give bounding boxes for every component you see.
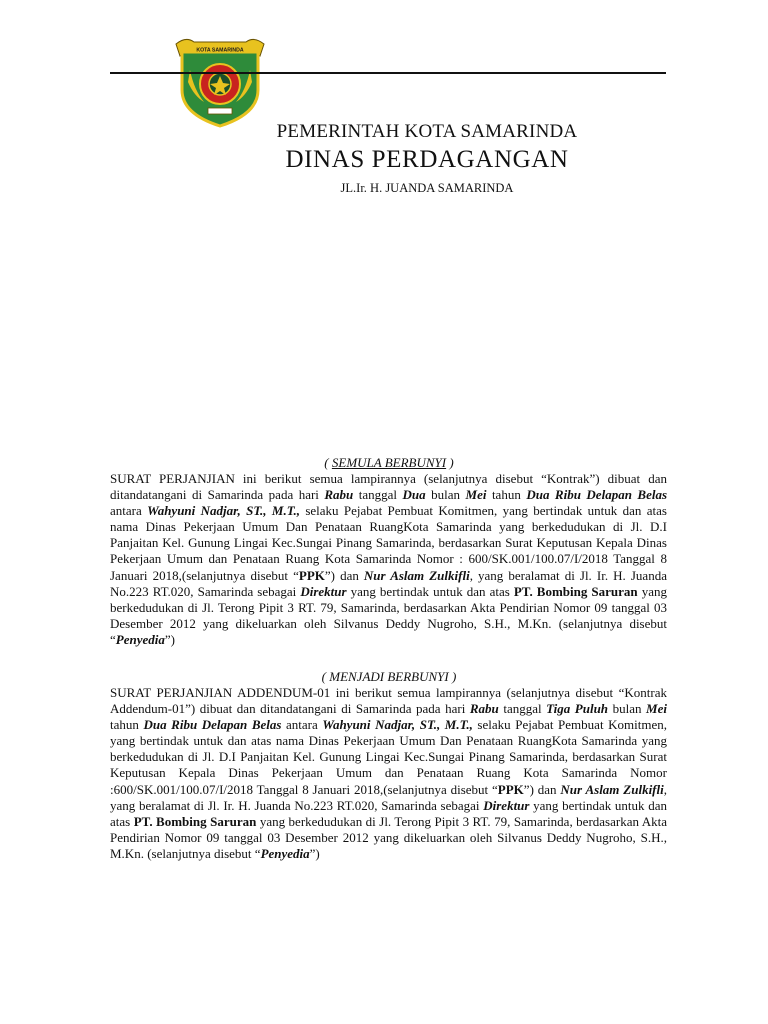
city-emblem-icon xyxy=(172,30,268,128)
letterhead-rule xyxy=(110,72,666,74)
emblem-label: KOTA SAMARINDA xyxy=(196,47,244,54)
section-semula xyxy=(110,455,667,648)
semula-paragraph: SURAT PERJANJIAN ini berikut semua lampirannya (selanjutnya disebut “Kontrak”) dibuat dan ditandatangani di Samarinda pada hari Rabu tanggal Dua bulan Mei tahun Dua Ribu Delapan Belas antara Wahyuni Nadjar, ST., M.T., selaku Pejabat Pembuat Komitmen, yang bertindak untuk dan atas nama Dinas Pekerjaan Umum Dan Penataan RuangKota Samarinda yang berkedudukan di Jl. D.I Panjaitan Kel. Gunung Lingai Kec.Sungai Pinang Samarinda, berdasarkan Surat Keputusan Kepala Dinas Pekerjaan Umum dan Penataan Ruang Kota Samarinda Nomor : 600/SK.001/100.07/I/2018 Tanggal 8 Januari 2018,(selanjutnya disebut “PPK”) dan Nur Aslam Zulkifli, yang beralamat di Jl. Ir. H. Juanda No.223 RT.020, Samarinda sebagai Direktur yang bertindak untuk dan atas PT. Bombing Saruran yang berkedudukan di Jl. Terong Pipit 3 RT. 79, Samarinda, berdasarkan Akta Pendirian Nomor 09 tanggal 03 Desember 2012 yang dikeluarkan oleh Silvanus Deddy Nugroho, S.H., M.Kn. (selanjutnya disebut “Penyedia”) xyxy=(110,471,668,647)
menjadi-paragraph: SURAT PERJANJIAN ADDENDUM-01 ini berikut semua lampirannya (selanjutnya disebut “Kontrak Addendum-01”) dibuat dan ditandatangani di Samarinda pada hari Rabu tanggal Tiga Puluh bulan Mei tahun Dua Ribu Delapan Belas antara Wahyuni Nadjar, ST., M.T., selaku Pejabat Pembuat Komitmen, yang bertindak untuk dan atas nama Dinas Pekerjaan Umum Dan Penataan RuangKota Samarinda yang berkedudukan di Jl. D.I Panjaitan Kel. Gunung Lingai Kec.Sungai Pinang Samarinda, berdasarkan Surat Keputusan Kepala Dinas Pekerjaan Umum dan Penataan Ruang Kota Samarinda Nomor :600/SK.001/100.07/I/2018 Tanggal 8 Januari 2018,(selanjutnya disebut “PPK”) dan Nur Aslam Zulkifli, yang beralamat di Jl. Ir. H. Juanda No.223 RT.020, Samarinda sebagai Direktur yang bertindak untuk dan atas PT. Bombing Saruran yang berkedudukan di Jl. Terong Pipit 3 RT. 79, Samarinda, berdasarkan Akta Pendirian Nomor 09 tanggal 03 Desember 2012 yang dikeluarkan oleh Silvanus Deddy Nugroho, S.H., M.Kn. (selanjutnya disebut “Penyedia”) xyxy=(110,685,668,861)
agency-name: DINAS PERDAGANGAN xyxy=(285,146,569,173)
section-menjadi xyxy=(110,669,667,862)
section-title-semula: ( SEMULA BERBUNYI ) xyxy=(324,455,454,470)
section-title-menjadi: ( MENJADI BERBUNYI ) xyxy=(321,669,457,684)
government-name: PEMERINTAH KOTA SAMARINDA xyxy=(276,121,578,142)
agency-address: JL.Ir. H. JUANDA SAMARINDA xyxy=(340,181,514,195)
